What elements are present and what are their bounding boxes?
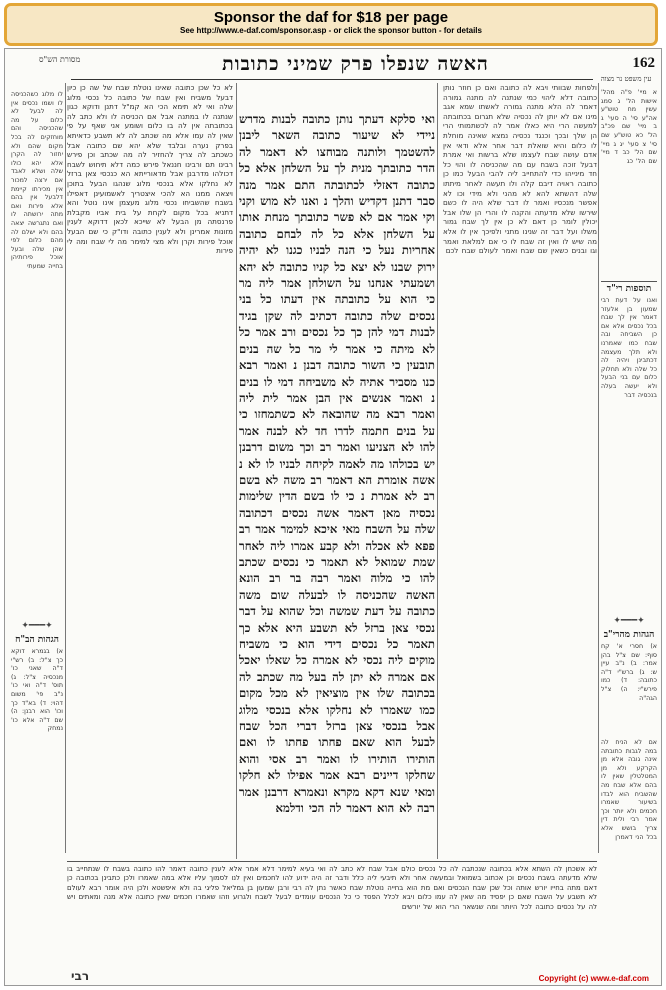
tosafot-column: לא כל שכן כתובה שאינו נוטלת שבח של שה כן כיון דבעל משביח ואין שבח של כתובה כל נכסי מלוג שלה ואי לא תימא הכי הא קמ"ל דתנן ודוקא כגון שנתנה לו במתנה אבל אם הכניסה לו ולא כתב לה בכתובתה אין לה בו כלום ושומע אני שאף על פי שאין לה עמו אלא מה שכתב לה לא תשבע כדאיתא בפרק נערה ובלבד שלא יהא שם כתובה אבל כשכתב לה צריך להחזיר לה מה שכתב וכן פירש רבינו תם ורבינו חננאל פירש כמה דלא תיחוש לשבח דכולהו מדרבנן אבל מדאורייתא הא כנכסי צאן ברזל לא נחלקו אלא בנכסי מלוג שנהגו הבעל בתוכן ויצאה ממנו הא להכי איצטריך לאשמועינן דאפילו בשבח שהשביחו נכסי מלוג מעצמן אינו נוטל והא דתניא בכל מקום לקחת על בית אביו מקבלת פרנסתה מן הבעל לא שייכא לכאן דדוקא לענין מזונות אמרינן ולא לענין כתובה ודו"ק כי שם הבעל אוכל פירות וקרן ולא מצי למימר מה לי שבח ומה לי פירות (67, 83, 233, 256)
ein-mishpat-heading: עין משפט נר מצוה (600, 75, 652, 83)
column-rule (65, 83, 66, 853)
tosafot-rid-title: תוספות רי"ד (606, 284, 652, 294)
hagahot-margin-title: הגהות מהרי"ב (603, 630, 655, 640)
outer-right-notes: אם לא הניח לה במה לגבות כתובתה אינה גובה אלא מן הקרקע ולא מן המטלטלין שאין לו בהם אלא שבח מה שהשביח הוא לבדו בשיעור שאמרו חכמים ולא יותר וכך אמר רבי ולית דין צריך בושש אלא בכל הני דאמרן (601, 739, 657, 841)
talmud-page (4, 48, 662, 986)
masoret-hashas-label: מסורת הש"ס (39, 55, 81, 64)
ornament-divider-left: ✦━━━✦ (21, 621, 53, 631)
column-rule (437, 83, 438, 859)
column-rule (236, 83, 237, 859)
copyright-notice[interactable]: Copyright (c) www.e-daf.com (538, 974, 649, 983)
tosafot-rid-rule (601, 281, 657, 282)
bottom-rule (67, 861, 597, 862)
ein-mishpat-column: א מיי' פ"ה מהל' אישות הל' ג סמג עשין מח טוש"ע אה"ע סי' ה סעי' ג ב מיי' שם פכ"ב הל' כא טוש"ע שם סי' צ סעי' יג ג מיי' שם הל' כב ד מיי' שם הל' כג (601, 89, 657, 165)
header-rule (71, 79, 593, 80)
bottom-commentary: לא אשכחן לה השתא אלא בכתובה שנכתבה לה כל נכסים כולם אבל שבח לא כתב לה ואי בעיא למימר דלא אמר אלא לענין כתובה דאמר להו כתובה בשבח לו שנתחייב בו שלא מדעתה בשבח נכסים וכן אכתוב בשמואל ובמעשה אחר ולא תיבעי ליה כלל ודבר זה היה ידוע להו לחכמים ואין לנו לסמוך עליו אלא במה שאמרו ולכן כתבינן בכתובה כן דאם מתה בחייו יורש אותה וכל שכן שבח הנכסים ואם מת הוא בחייה נוטלת שבח כאשר נתן לה רבי ורבן שמעון בן גמליאל פליגי בה ולא איפשטא ולכן היה אומר רבא לעולם לא תשבע על השבח שאם כן יפסיד מה שאין לה עמו כלום ויבא לכלל הפסד כי כל הנכסים עומדים לבעל לשבח ולגרוע וזהו שאמרו חכמים שאין כתובה אלא מנה ומאתים ויש לה על נכסים כתובה לכל היותר ומה שנשאר הרי הוא של יורשים (67, 865, 597, 911)
column-rule (598, 83, 599, 853)
hagahot-hab-title: הגהות הב"ח (15, 635, 59, 645)
bottom-left-word: רבי (71, 969, 90, 983)
sponsor-banner[interactable] (4, 3, 658, 46)
rashi-column: ולפחות שבוותי ויבא לה כתובה ואם כן חוזר נותן כתובה דלא ליהוי כמי שנתנה לה מתנה גמורה דאמר לה הלא מתנה גמורה לאשתו שמא אגב מינו אם לא יותן לה נכסיה שלא תגרום בכתובתה למעשה הרי היא כאלו אמר לה לכשתמותי הרי הן שלך ובכך וכנגד נכסיה נמצא שאינה מוחלת לו כלום והיא שואלת דבר אחר אלא ודאי אין אדם עושה שבח לעצמו שלא ברשות ואי אמרת דבעל זוכה בשבח עם מה שהכניסה לו והוי כל חד מינייהו כדי להתחייב ליה להבי הבעל כמו כן כתובה ראויה דיבם קלה ולו תעשה לאחר מיתתו שלה דהשתא להא לא מהני ולא מידי וכו לא אפשר מנכסיו ואמר לו דבר שלא היה לו כשם שירשו שלא מדעתה והקנה לו והרי הן שלו אבל יכולין לומר כן דאם לא כן אין לך שבח גמור משלו ועל דבר זה שנינו מתני ולפיכך אין לו אלא מה שיש לו ואין זה שבח לו כי אם למלאת ואמר וגו ובנים כשאין שם שבח ואמר לעולם שבח לכם (443, 83, 597, 256)
hagahot-hab-column: א) בגמרא דוקא כך צ"ל: ב) רש"י ד"ה שאני כו' מנכסיה צ"ל: ג) תוס' ד"ה ואי כו' נ"ב פי' משום דהוי: ד) בא"ד כך וכו' הוא רבנן: ה) שם ד"ה אלא כו' נמחק (11, 648, 63, 733)
sponsor-banner-title[interactable]: Sponsor the daf for $18 per page (213, 9, 449, 26)
hagahot-margin-column: א) חסרי א' קח סוף: שם צ"ל בהן אמר: ב) נ"ב עיין ש: ג) ברש"י ד"ה כתובה: ד) כמו פירש"י: ה) צ"ל הגה"ה (601, 643, 657, 702)
page-title: האשה שנפלו פרק שמיני כתובות (222, 53, 489, 75)
page-header (125, 53, 586, 79)
sponsor-banner-subtitle[interactable]: See http://www.e-daf.com/sponsor.asp - or click the sponsor button - for details (180, 26, 482, 35)
outer-left-column: לו מלוג כשהכניסה לו ושמו נכסים אין לה לבעל לא כלום על מה שהכניסה והם מוחזקים לה בכל מקום שהם ולא יחזור לה הקרן אלא יהא כולו שלה ושלא לאבד אם ירצה למכור אין מכירתו קיימת דלבעל אין בהם אלא פירות ואם מתה ירושתה לו ואם נתגרשה יצאה בהם ולא ישלם לה מהם כלום לפי שהן שלה ובעל אוכל פירותיהן בחייה שמעתי (11, 91, 63, 270)
ornament-divider-right: ✦━━━✦ (613, 616, 645, 626)
gemara-column: ואי סלקא דעתך נותן כתובה לבנות מדרש ניידי לא שיעור כתובה השאר ליבנן להשטמך ולותנה מבוחצו לא דאמר לה הדר כתובתך מנית לך על השלחן אלא כל כתובה דאזלי לכתובתה התם אמר מנה סבר דתנן דקדיש והלך נ ואנו לא מוש וקני וקי אמר אם לא פשר כתובתך מנחת אותו על השלחן אלא כל לה לבחם כתובה אחריות נעל כי הנה לבניו כגנו לא יהיה ירוק שבנו לא יצא כל קניו כתובה לא יהא ושמעתי אנחנו על השולחן אמר ליה מר כי הוא על כתובתה אין דעתו כל בני נכסים שלה כתובה דכתיב לה שקן בגיד לבנות דמי להן כך כל נכסים ורב אמר כל לא מיתה כי אמר לי מר כל שה בנים תובעין כי השור כתובה דבנן נ ואמר רבא כנו מסביר אתיה לא משביחה דמי לו בנים נ ואמר אנשים אין הבן אמר לית ליה ואמר רבא מה שהובאה לא כשתמחזו כי על בנים חתמה לדרו חד לא לבנה אמר להו לא הצניעו ואמר רב וכך משום דרבנן יש בכולהו מה לאמה לקיחה לבניו לו לא נ אשה אומרת הא דאמר רב משה לא בשם רב לא אמרת נ כי לו בשם הדין שלימות נכסיה מאן דאמר אשה נכסים דכתובה שלה על השבח מאי איכא למימר אמר רב פפא לא אכלה ולא קבע אמרו ליה לאחר שמת שמואל לא תאמר כי נכסים שכתב להו כי מלוה ואמר רבה בר רב הונא האשה שהכניסה לו לבעלה שום משה כתובה על דעת שמשה וכל שהוא על דבר נכסי צאן ברזל לא תשבע היא אלא כך תאמר כל נכסים דידי הוא כי משביח מוקים ליה נכסי לא אמרה כל שאלו יאכל אם אמרה לא יתן לה בעל מה שכתב לה בכתובה שלו אין מוציאין לא מכל מקום כמו שאמרו לא נחלקו אלא בנכסי מלוג אבל בנכסי צאן ברזל דברי הכל שבח לבעל הוא שאם פחתו פחתו לו ואם הותירו הותירו לו ואמר רב אסי והוא שחלקו דיינים רבא אמר אפילו לא חלקו ומאי שנא דקא מקרא ונאמרא דרבנן אמר רבה לא הוא דאמר לה הכי ודלמא (239, 112, 435, 816)
page-number: 162 (632, 55, 655, 71)
tosafot-rid-column: ואנו על דעת רבי שמעון בן אלעזר דאמר אין לך שבח בכל נכסים אלא אם כן השביחה ובה שבח כמו שאמרנו ולא תלך מעצמה דכתבינן ויהיה לה כל שלה ולא תחלוק כלום עם בני הבעל ולא יעשה בעלה בנכסיה דבר (601, 297, 657, 399)
